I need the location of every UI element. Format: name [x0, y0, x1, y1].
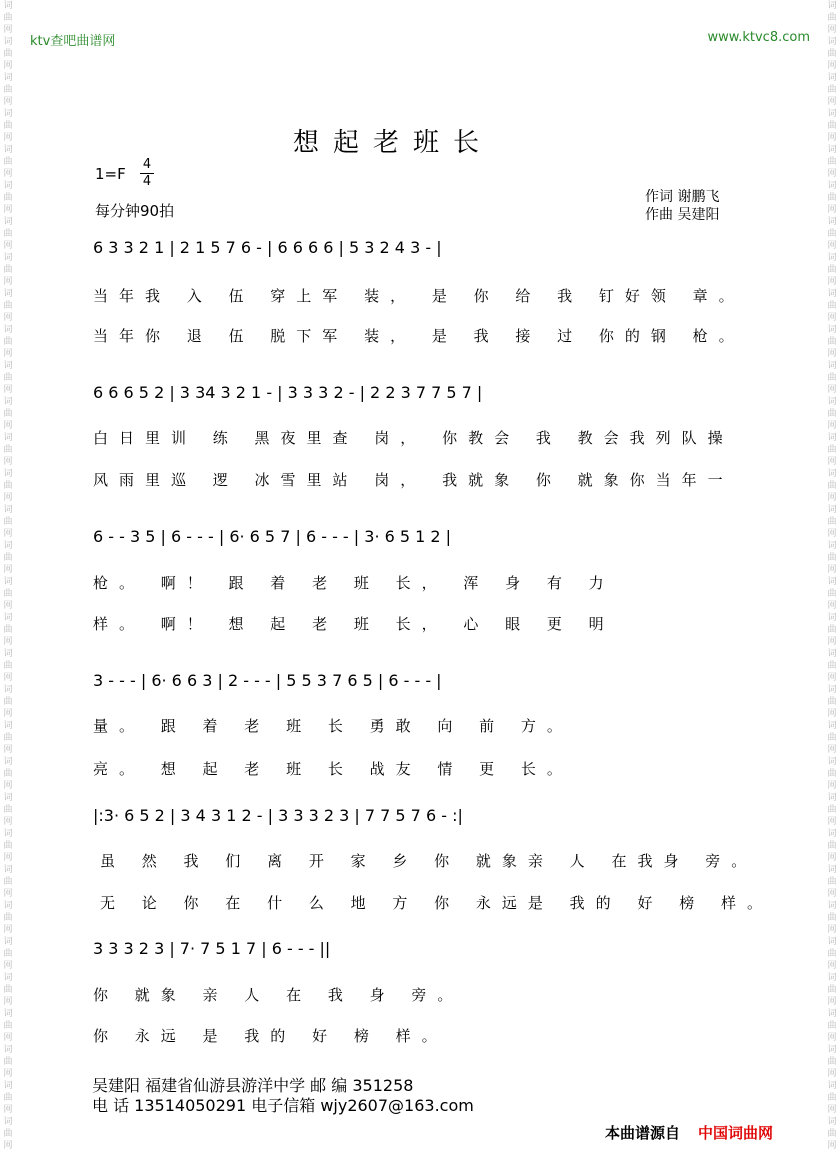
site-watermark-right: www.ktvc8.com: [707, 30, 810, 45]
side-watermark-glyph: 网: [3, 25, 13, 35]
side-watermark-glyph: 曲: [827, 409, 837, 419]
side-watermark-glyph: 网: [3, 133, 13, 143]
side-watermark-glyph: 网: [827, 997, 837, 1007]
side-watermark-glyph: 曲: [3, 193, 13, 203]
side-watermark-glyph: 词: [827, 649, 837, 659]
side-watermark-glyph: 词: [827, 469, 837, 479]
side-watermark-glyph: 曲: [827, 445, 837, 455]
composer-credit: 作曲 吴建阳: [645, 207, 720, 223]
side-watermark-glyph: 网: [827, 1069, 837, 1079]
side-watermark-glyph: 网: [3, 565, 13, 575]
side-watermark-glyph: 曲: [827, 805, 837, 815]
side-watermark-glyph: 网: [827, 637, 837, 647]
side-watermark-glyph: 网: [3, 1033, 13, 1043]
side-watermark-glyph: 曲: [3, 553, 13, 563]
side-watermark-glyph: 网: [827, 97, 837, 107]
side-watermark-glyph: 曲: [3, 769, 13, 779]
side-watermark-glyph: 词: [3, 685, 13, 695]
side-watermark-glyph: 词: [3, 1009, 13, 1019]
side-watermark-glyph: 词: [3, 901, 13, 911]
side-watermark-glyph: 词: [827, 325, 837, 335]
side-watermark-glyph: 词: [827, 253, 837, 263]
side-watermark-glyph: 曲: [827, 1021, 837, 1031]
lyrics-verse2-line-5: 无 论 你 在 什 么 地 方 你 永远是 我的 好 榜 样。: [100, 894, 773, 912]
side-watermark-glyph: 曲: [3, 1129, 13, 1139]
side-watermark-glyph: 曲: [827, 157, 837, 167]
source-label: 本曲谱源自: [605, 1124, 681, 1142]
side-watermark-glyph: 网: [3, 601, 13, 611]
side-watermark-glyph: 词: [827, 865, 837, 875]
side-watermark-glyph: 曲: [827, 769, 837, 779]
side-watermark-glyph: 网: [827, 781, 837, 791]
side-watermark-glyph: 网: [3, 889, 13, 899]
side-watermark-glyph: 曲: [827, 697, 837, 707]
side-watermark-glyph: 网: [3, 745, 13, 755]
side-watermark-glyph: 网: [827, 853, 837, 863]
side-watermark-glyph: 词: [827, 289, 837, 299]
side-watermark-glyph: 网: [3, 457, 13, 467]
side-watermark-glyph: 曲: [827, 625, 837, 635]
side-watermark-glyph: 词: [3, 541, 13, 551]
side-watermark-glyph: 曲: [3, 157, 13, 167]
side-watermark-glyph: 曲: [3, 589, 13, 599]
side-watermark-glyph: 词: [3, 109, 13, 119]
side-watermark-glyph: 词: [3, 649, 13, 659]
side-watermark-glyph: 词: [827, 901, 837, 911]
time-signature: [140, 158, 154, 189]
side-watermark-glyph: 词: [827, 217, 837, 227]
side-watermark-glyph: 词: [3, 793, 13, 803]
author-contact-line-2: 电 话 13514050291 电子信箱 wjy2607@163.com: [92, 1096, 474, 1115]
side-watermark-glyph: 曲: [827, 301, 837, 311]
side-watermark-glyph: 曲: [827, 1057, 837, 1067]
side-watermark-glyph: 曲: [827, 841, 837, 851]
side-watermark-glyph: 词: [3, 397, 13, 407]
side-watermark-glyph: 曲: [3, 661, 13, 671]
side-watermark-right: [826, 0, 838, 1169]
side-watermark-glyph: 词: [827, 181, 837, 191]
side-watermark-glyph: 词: [827, 1, 837, 11]
side-watermark-glyph: 网: [827, 961, 837, 971]
side-watermark-glyph: 网: [827, 1033, 837, 1043]
side-watermark-glyph: 网: [827, 673, 837, 683]
lyrics-verse2-line-3: 样。 啊！ 想 起 老 班 长， 心 眼 更 明: [93, 615, 615, 633]
side-watermark-glyph: 词: [827, 685, 837, 695]
side-watermark-glyph: 曲: [827, 13, 837, 23]
side-watermark-glyph: 网: [827, 133, 837, 143]
side-watermark-glyph: 词: [3, 721, 13, 731]
site-watermark-left: ktv查吧曲谱网: [30, 34, 116, 49]
side-watermark-glyph: 网: [3, 61, 13, 71]
side-watermark-glyph: 曲: [827, 877, 837, 887]
side-watermark-glyph: 网: [827, 889, 837, 899]
side-watermark-glyph: 词: [827, 433, 837, 443]
source-credit: [605, 1122, 773, 1143]
side-watermark-glyph: 曲: [3, 301, 13, 311]
side-watermark-glyph: 词: [3, 757, 13, 767]
side-watermark-glyph: 曲: [3, 949, 13, 959]
side-watermark-glyph: 网: [3, 169, 13, 179]
side-watermark-glyph: 词: [3, 469, 13, 479]
side-watermark-glyph: 网: [827, 349, 837, 359]
side-watermark-glyph: 曲: [827, 193, 837, 203]
side-watermark-glyph: 网: [827, 241, 837, 251]
side-watermark-glyph: 网: [827, 313, 837, 323]
side-watermark-glyph: 词: [3, 865, 13, 875]
side-watermark-glyph: 词: [3, 217, 13, 227]
side-watermark-glyph: 曲: [827, 1129, 837, 1139]
side-watermark-glyph: 曲: [827, 229, 837, 239]
side-watermark-glyph: 词: [3, 325, 13, 335]
lyrics-verse1-line-5: 虽 然 我 们 离 开 家 乡 你 就象亲 人 在我身 旁。: [100, 852, 758, 870]
time-top: 4: [142, 157, 152, 172]
side-watermark-glyph: 网: [3, 781, 13, 791]
side-watermark-glyph: 曲: [827, 517, 837, 527]
side-watermark-glyph: 词: [827, 721, 837, 731]
side-watermark-glyph: 网: [3, 853, 13, 863]
side-watermark-glyph: 曲: [3, 373, 13, 383]
side-watermark-glyph: 词: [3, 289, 13, 299]
notation-line-6: 3 3 3 2 3 | 7· 7 5 1 7 | 6 - - - ||: [93, 939, 331, 958]
side-watermark-glyph: 网: [827, 385, 837, 395]
side-watermark-glyph: 曲: [3, 1093, 13, 1103]
side-watermark-glyph: 曲: [827, 121, 837, 131]
side-watermark-glyph: 词: [3, 973, 13, 983]
side-watermark-glyph: 曲: [827, 265, 837, 275]
song-title: 想起老班长: [292, 128, 493, 158]
side-watermark-glyph: 网: [827, 493, 837, 503]
time-bottom: 4: [142, 174, 152, 189]
side-watermark-glyph: 词: [827, 505, 837, 515]
lyrics-verse1-line-3: 枪。 啊！ 跟 着 老 班 长， 浑 身 有 力: [93, 574, 615, 592]
side-watermark-glyph: 网: [827, 25, 837, 35]
side-watermark-glyph: 词: [3, 613, 13, 623]
side-watermark-glyph: 网: [827, 745, 837, 755]
side-watermark-glyph: 网: [3, 961, 13, 971]
side-watermark-glyph: 词: [3, 145, 13, 155]
side-watermark-glyph: 曲: [3, 229, 13, 239]
side-watermark-glyph: 词: [3, 73, 13, 83]
side-watermark-glyph: 曲: [3, 481, 13, 491]
side-watermark-glyph: 网: [3, 997, 13, 1007]
side-watermark-glyph: 词: [827, 1081, 837, 1091]
notation-line-2: 6 6 6 5 2 | 3 34 3 2 1 - | 3 3 3 2 - | 2 2 3 7 7 5 7 |: [93, 383, 483, 402]
lyrics-verse1-line-1: 当年我 入 伍 穿上军 装， 是 你 给 我 钉好领 章。: [93, 287, 745, 305]
side-watermark-glyph: 词: [3, 577, 13, 587]
side-watermark-glyph: 网: [827, 925, 837, 935]
lyrics-verse1-line-2: 白日里训 练 黑夜里查 岗， 你教会 我 教会我列队操: [93, 429, 734, 447]
side-watermark-glyph: 曲: [3, 985, 13, 995]
side-watermark-glyph: 词: [827, 1009, 837, 1019]
side-watermark-glyph: 曲: [3, 913, 13, 923]
side-watermark-glyph: 曲: [3, 1057, 13, 1067]
side-watermark-glyph: 曲: [827, 913, 837, 923]
side-watermark-glyph: 曲: [3, 841, 13, 851]
side-watermark-glyph: 网: [3, 709, 13, 719]
side-watermark-glyph: 曲: [3, 121, 13, 131]
side-watermark-glyph: 网: [3, 241, 13, 251]
side-watermark-glyph: 词: [3, 1081, 13, 1091]
notation-line-5: |:3· 6 5 2 | 3 4 3 1 2 - | 3 3 3 2 3 | 7 7 5 7 6 - :|: [93, 806, 463, 825]
side-watermark-glyph: 网: [3, 673, 13, 683]
side-watermark-glyph: 网: [3, 1069, 13, 1079]
side-watermark-glyph: 网: [3, 349, 13, 359]
side-watermark-glyph: 词: [827, 829, 837, 839]
author-contact-line-1: 吴建阳 福建省仙游县游洋中学 邮 编 351258: [92, 1076, 414, 1095]
side-watermark-glyph: 词: [3, 937, 13, 947]
side-watermark-glyph: 网: [3, 817, 13, 827]
side-watermark-glyph: 词: [827, 973, 837, 983]
lyrics-verse2-line-4: 亮。 想 起 老 班 长 战友 情 更 长。: [93, 760, 573, 778]
side-watermark-glyph: 网: [827, 529, 837, 539]
side-watermark-glyph: 词: [827, 1117, 837, 1127]
side-watermark-glyph: 曲: [827, 949, 837, 959]
side-watermark-glyph: 曲: [827, 1093, 837, 1103]
side-watermark-glyph: 词: [3, 829, 13, 839]
side-watermark-glyph: 词: [3, 1045, 13, 1055]
side-watermark-glyph: 曲: [3, 733, 13, 743]
side-watermark-glyph: 词: [827, 109, 837, 119]
side-watermark-left: [2, 0, 14, 1169]
side-watermark-glyph: 网: [3, 277, 13, 287]
side-watermark-glyph: 曲: [3, 517, 13, 527]
side-watermark-glyph: 词: [827, 1045, 837, 1055]
side-watermark-glyph: 词: [827, 613, 837, 623]
side-watermark-glyph: 曲: [827, 373, 837, 383]
side-watermark-glyph: 词: [3, 1, 13, 11]
side-watermark-glyph: 词: [827, 397, 837, 407]
side-watermark-glyph: 网: [3, 493, 13, 503]
side-watermark-glyph: 曲: [3, 265, 13, 275]
side-watermark-glyph: 曲: [3, 1021, 13, 1031]
side-watermark-glyph: 词: [3, 253, 13, 263]
side-watermark-glyph: 词: [827, 37, 837, 47]
side-watermark-glyph: 词: [827, 757, 837, 767]
lyrics-verse2-line-1: 当年你 退 伍 脱下军 装， 是 我 接 过 你的钢 枪。: [93, 327, 745, 345]
side-watermark-glyph: 网: [827, 277, 837, 287]
side-watermark-glyph: 曲: [827, 553, 837, 563]
notation-line-1: 6 3 3 2 1 | 2 1 5 7 6 - | 6 6 6 6 | 5 3 2 4 3 - |: [93, 238, 442, 257]
side-watermark-glyph: 网: [827, 169, 837, 179]
side-watermark-glyph: 网: [827, 1141, 837, 1151]
side-watermark-glyph: 曲: [827, 337, 837, 347]
lyricist-credit: 作词 谢鹏飞: [645, 189, 720, 205]
side-watermark-glyph: 网: [3, 637, 13, 647]
side-watermark-glyph: 曲: [827, 733, 837, 743]
lyrics-verse1-line-4: 量。 跟 着 老 班 长 勇敢 向 前 方。: [93, 717, 573, 735]
lyrics-verse2-line-2: 风雨里巡 逻 冰雪里站 岗， 我就象 你 就象你当年一: [93, 471, 734, 489]
side-watermark-glyph: 词: [3, 37, 13, 47]
side-watermark-glyph: 网: [827, 1105, 837, 1115]
side-watermark-glyph: 网: [3, 205, 13, 215]
side-watermark-glyph: 网: [827, 601, 837, 611]
key-signature: 1=F: [95, 165, 126, 183]
side-watermark-glyph: 曲: [3, 409, 13, 419]
side-watermark-glyph: 词: [3, 433, 13, 443]
side-watermark-glyph: 曲: [3, 13, 13, 23]
side-watermark-glyph: 词: [827, 73, 837, 83]
side-watermark-glyph: 曲: [3, 49, 13, 59]
side-watermark-glyph: 网: [827, 817, 837, 827]
lyrics-verse1-line-6: 你 就象 亲 人 在 我 身 旁。: [93, 986, 464, 1004]
side-watermark-glyph: 网: [3, 1141, 13, 1151]
side-watermark-glyph: 曲: [827, 661, 837, 671]
lyrics-verse2-line-6: 你 永远 是 我的 好 榜 样。: [93, 1027, 448, 1045]
side-watermark-glyph: 网: [3, 925, 13, 935]
side-watermark-glyph: 曲: [3, 445, 13, 455]
side-watermark-glyph: 网: [827, 421, 837, 431]
side-watermark-glyph: 网: [3, 313, 13, 323]
side-watermark-glyph: 曲: [3, 697, 13, 707]
side-watermark-glyph: 网: [3, 1105, 13, 1115]
side-watermark-glyph: 曲: [827, 85, 837, 95]
side-watermark-glyph: 网: [3, 529, 13, 539]
side-watermark-glyph: 词: [3, 505, 13, 515]
side-watermark-glyph: 网: [3, 421, 13, 431]
notation-line-4: 3 - - - | 6· 6 6 3 | 2 - - - | 5 5 3 7 6 5 | 6 - - - |: [93, 671, 442, 690]
side-watermark-glyph: 词: [827, 577, 837, 587]
side-watermark-glyph: 曲: [3, 337, 13, 347]
side-watermark-glyph: 网: [827, 61, 837, 71]
side-watermark-glyph: 词: [827, 361, 837, 371]
side-watermark-glyph: 词: [3, 181, 13, 191]
notation-line-3: 6 - - 3 5 | 6 - - - | 6· 6 5 7 | 6 - - - | 3· 6 5 1 2 |: [93, 527, 452, 546]
side-watermark-glyph: 曲: [3, 805, 13, 815]
side-watermark-glyph: 词: [3, 1117, 13, 1127]
side-watermark-glyph: 网: [827, 205, 837, 215]
side-watermark-glyph: 词: [827, 541, 837, 551]
side-watermark-glyph: 网: [827, 565, 837, 575]
side-watermark-glyph: 词: [827, 937, 837, 947]
side-watermark-glyph: 曲: [3, 877, 13, 887]
tempo-marking: 每分钟90拍: [95, 202, 175, 220]
side-watermark-glyph: 网: [3, 97, 13, 107]
side-watermark-glyph: 网: [3, 385, 13, 395]
side-watermark-glyph: 网: [827, 709, 837, 719]
side-watermark-glyph: 曲: [3, 85, 13, 95]
side-watermark-glyph: 曲: [827, 481, 837, 491]
side-watermark-glyph: 网: [827, 457, 837, 467]
side-watermark-glyph: 词: [3, 361, 13, 371]
side-watermark-glyph: 词: [827, 145, 837, 155]
side-watermark-glyph: 曲: [827, 985, 837, 995]
source-site: 中国词曲网: [698, 1124, 774, 1142]
side-watermark-glyph: 曲: [827, 49, 837, 59]
side-watermark-glyph: 曲: [3, 625, 13, 635]
side-watermark-glyph: 词: [827, 793, 837, 803]
side-watermark-glyph: 曲: [827, 589, 837, 599]
